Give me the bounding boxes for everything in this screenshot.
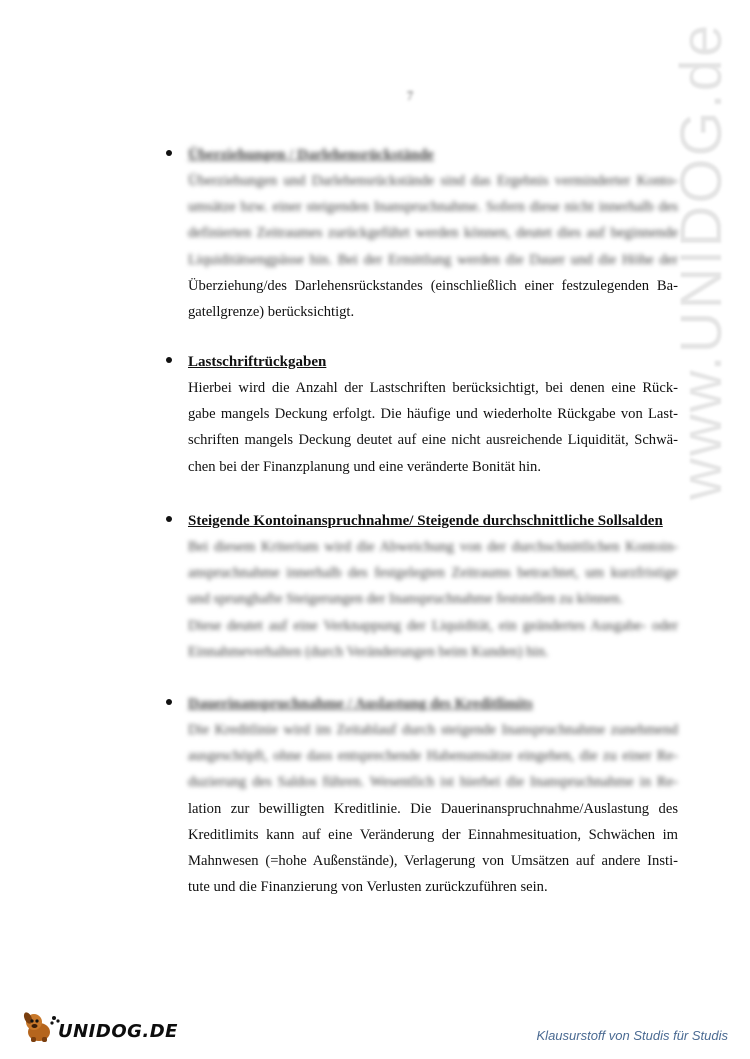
- text-line: definierten Zeitraumes zurückgeführt werden können, deutet dies auf beginnende: [188, 225, 678, 242]
- text-line: Die Kreditlinie wird im Zeitablauf durch steigende Inanspruchnahme zunehmend: [188, 722, 678, 738]
- section-heading: Dauerinanspruchnahme / Auslastung des Kreditlimits: [188, 696, 533, 712]
- unidog-logo[interactable]: [22, 1010, 178, 1044]
- text-line: Liquiditätsengpässe hin. Bei der Ermittlung werden die Dauer und die Höhe der: [188, 251, 678, 268]
- section-steigende-kontoinanspruchnahme: [188, 508, 678, 665]
- text-line: ausgeschöpft, ohne dass entsprechende Habenumsätze eingehen, die zu einer Re-: [188, 748, 678, 765]
- text-line: duzierung des Saldos führen. Wesentlich ist hierbei die Inanspruchnahme in Re-: [188, 774, 678, 791]
- text-line: Überziehung/des Darlehensrückstandes (einschließlich einer festzulegenden Ba-: [188, 277, 678, 294]
- text-line: tute und die Finanzierung von Verlusten zurückzuführen sein.: [188, 879, 548, 896]
- section-lastschriftrueckgaben: [188, 349, 678, 480]
- dog-icon: [22, 1010, 62, 1044]
- section-dauerinanspruchnahme: [188, 691, 678, 900]
- text-line: Überziehungen und Darlehensrückstände sind das Ergebnis verminderter Konto-: [188, 173, 678, 189]
- bullet-icon: [166, 516, 172, 522]
- text-line: schriften mangels Deckung deutet auf eine nicht ausreichende Liquidität, Schwä-: [188, 432, 678, 449]
- text-line: chen bei der Finanzplanung und eine veränderte Bonität hin.: [188, 458, 541, 475]
- text-line: anspruchnahme innerhalb des festgelegten Zeitraums betrachtet, um kurzfristige: [188, 565, 678, 582]
- section-heading: Überziehungen / Darlehensrückstände: [188, 147, 434, 163]
- bullet-icon: [166, 699, 172, 705]
- text-line: Mahnwesen (=hohe Außenstände), Verlagerung von Umsätzen auf andere Insti-: [188, 853, 678, 870]
- section-heading: Lastschriftrückgaben: [188, 354, 327, 370]
- text-line: Hierbei wird die Anzahl der Lastschriften berücksichtigt, bei denen eine Rück-: [188, 380, 678, 396]
- text-line: Kreditlimits kann auf eine Veränderung der Einnahmesituation, Schwächen im: [188, 826, 678, 843]
- text-line: lation zur bewilligten Kreditlinie. Die Dauerinanspruchnahme/Auslastung des: [188, 800, 678, 817]
- text-line: und sprunghafte Steigerungen der Inanspruchnahme feststellen zu können.: [188, 591, 624, 608]
- logo-text: UNIDOG.DE: [58, 1021, 178, 1042]
- page-number: 7: [406, 88, 414, 103]
- text-line: gabe mangels Deckung erfolgt. Die häufige und wiederholte Rückgabe von Last-: [188, 406, 678, 423]
- bullet-icon: [166, 357, 172, 363]
- section-heading: Steigende Kontoinanspruchnahme/ Steigende durchschnittliche Sollsalden: [188, 513, 663, 529]
- section-ueberziehungen: [188, 142, 678, 325]
- footer-slogan: Klausurstoff von Studis für Studis: [536, 1028, 728, 1043]
- text-line: umsätze bzw. einer steigenden Inanspruchnahme. Sofern diese nicht innerhalb des: [188, 199, 678, 216]
- text-line: Einnahmeverhalten (durch Veränderungen beim Kunden) hin.: [188, 643, 549, 660]
- text-line: gatellgrenze) berücksichtigt.: [188, 304, 355, 321]
- watermark: www.UNIDOG.de: [669, 22, 734, 500]
- text-line: Diese deutet auf eine Verknappung der Liquidität, ein geändertes Ausgabe- oder: [188, 617, 678, 634]
- bullet-icon: [166, 150, 172, 156]
- text-line: Bei diesem Kriterium wird die Abweichung von der durchschnittlichen Kontoin-: [188, 539, 678, 555]
